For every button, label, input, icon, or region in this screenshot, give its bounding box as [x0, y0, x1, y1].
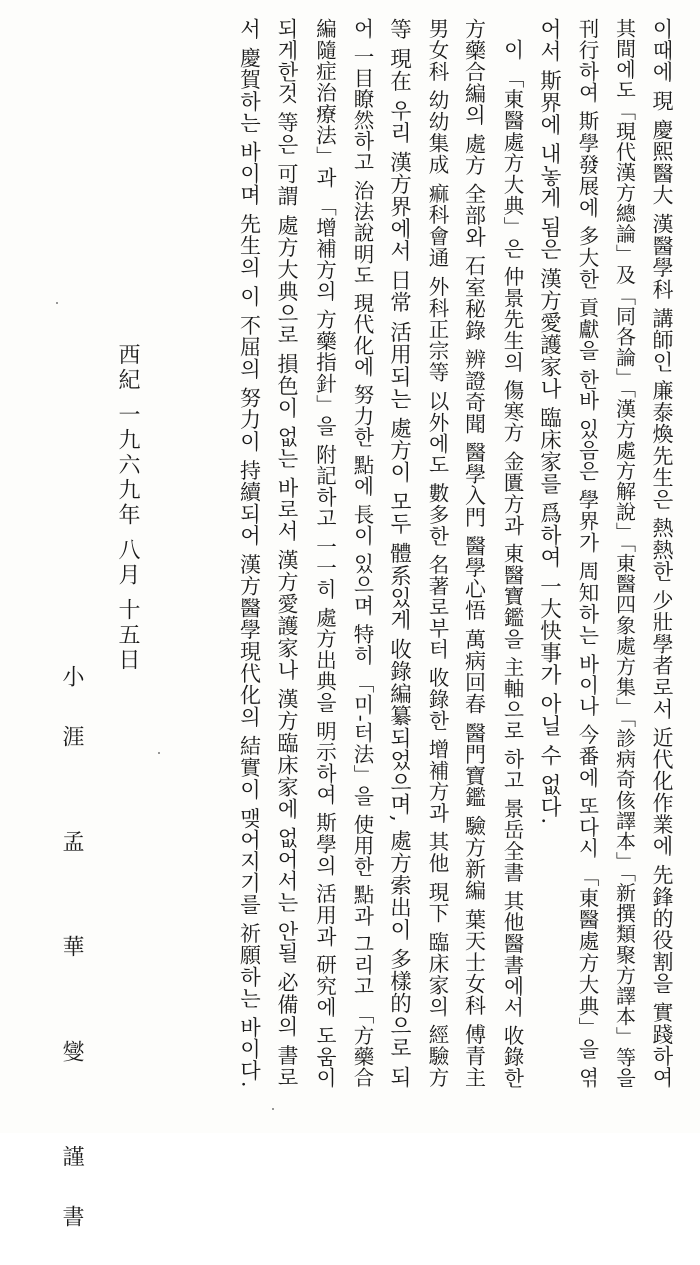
- text-column-1: 이때에 現 慶熙醫大 漢醫學科 講師인 廉泰煥先生은 熱熱한 少壯學者로서 近代化作業에 先鋒的役割을 實踐하여: [650, 18, 674, 1088]
- text-column-3: 刊行하여 斯學發展에 多大한 貢獻을 한바 있음은 學界가 周知하는 바이나 今番에 또다시 「東醫處方大典」을 엮: [575, 18, 599, 1088]
- print-speck: [272, 1108, 274, 1110]
- print-speck: [158, 752, 160, 754]
- print-speck: [56, 302, 58, 304]
- text-column-11: 되게한것 等은 可謂 處方大典으로 損色이 없는 바로서 漢方愛護家나 漢方臨床家에 없어서는 안될 必備의 書로: [275, 18, 299, 1088]
- text-column-6: 方藥合編의 處方 全部와 石室秘錄 辨證奇聞 醫學入門 醫學心悟 萬病回春 醫門寶鑑 驗方新編 葉天士女科 傅青主: [462, 18, 487, 1088]
- text-column-5: 이 「東醫處方大典」은 仲景先生의 傷寒方 金匱方과 東醫寶鑑을 主軸으로 하고 景岳全書 其他醫書에서 收錄한: [500, 38, 524, 1088]
- preface-body: [230, 18, 680, 1088]
- text-column-9: 어 一目瞭然하고 治法說明도 現代化에 努力한 點에 長이 있으며 特히 「미-터法」을 使用한 點과 그리고 「方藥合: [350, 18, 374, 1088]
- text-column-8: 等 現在 우리 漢方界에서 日常 活用되는 處方이 모두 體系있게 收錄編纂되었으며, 處方索出이 多樣的으로 되: [386, 18, 412, 1088]
- text-column-7: 男女科 幼幼集成 痲科會通 外科正宗等 以外에도 數多한 名著로부터 收錄한 增補方과 其他 現下 臨床家의 經驗方: [425, 18, 449, 1088]
- preface-date: 西紀 一九六九年 八月 十五日: [115, 343, 140, 673]
- author-signature: 小涯 孟 華 燮 謹書: [59, 665, 84, 1265]
- text-column-4: 어서 斯界에 내놓게 됨은 漢方愛護家나 臨床家를 爲하여 一大快事가 아닐 수 없다.: [536, 18, 562, 825]
- text-column-12: 서 慶賀하는 바이며 先生의 이 不屈의 努力이 持續되어 漢方醫學現代化의 結實이 맺어지기를 祈願하는 바이다.: [237, 18, 262, 1088]
- text-column-10: 編隨症治療法」과 「增補方의 方藥指針」을 附記하고 一一히 處方出典을 明示하여 斯學의 活用과 研究에 도움이: [312, 18, 337, 1088]
- text-column-2: 其間에도「現代漢方總論」及「同各論」「漢方處方解說」「東醫四象處方集」「診病奇侅譯本」「新撰類聚方譯本」等을: [612, 18, 637, 1088]
